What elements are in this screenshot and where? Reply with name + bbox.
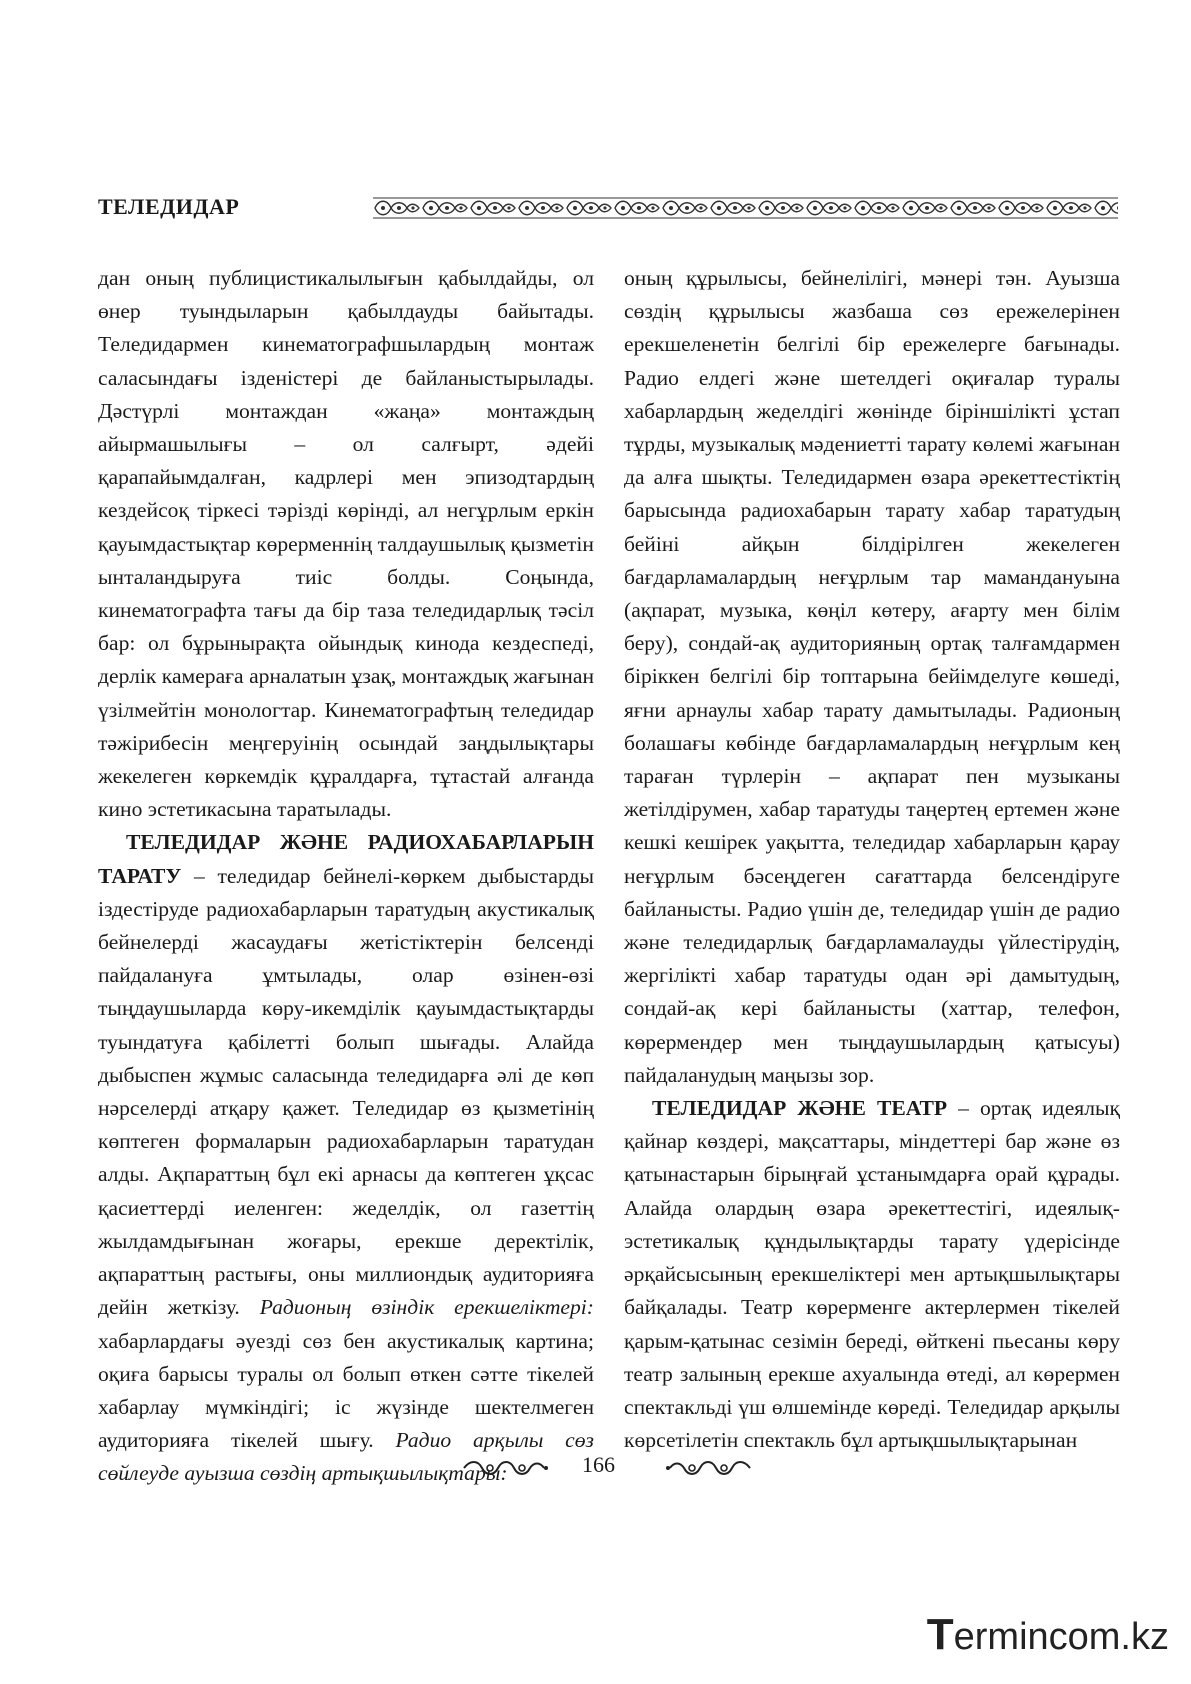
footer-ornament-right-icon bbox=[664, 1456, 754, 1480]
entry-term-radio: ТЕЛЕДИДАР ЖӘНЕ РАДИОХАБАРЛАРЫН ТАРАТУ bbox=[98, 830, 594, 888]
site-watermark bbox=[927, 1610, 1169, 1660]
italic-radio-features: Радионың өзіндік ерекшеліктері: bbox=[259, 1295, 594, 1320]
italic-radio-speech: Радио арқылы сөз сөйлеуде ауызша сөздің артықшылықтары: bbox=[98, 1428, 594, 1486]
watermark-initial: T bbox=[926, 1610, 954, 1659]
left-paragraph-2 bbox=[98, 826, 594, 1490]
page-number: 166 bbox=[582, 1452, 615, 1477]
page-footer bbox=[0, 1450, 1191, 1490]
entry-text-theatre: – ортақ идеялық қайнар көздері, мақсаттары, міндеттері бар және өз қатынастарын бірыңғай ұстанымдарға орай құрады. Алайда олардың өзара әрекеттестігі, идеялық-эстетикалық құндылықтарды тарату үдерісінде әрқайсысының ерекшеліктері мен артықшылықтары байқалады. Театр көрерменге актерлермен тікелей қарым-қатынас сезімін береді, өйткені пьесаны көру театр залының ерекше ахуалында өтеді, ал көрермен спектакльді үш өлшемінде көреді. Теледидар арқылы көрсетілетін спектакль бұл артықшылықтарынан bbox=[624, 1096, 1120, 1453]
right-paragraph-1: оның құрылысы, бейнелілігі, мәнері тән. Ауызша сөздің құрылысы жазбаша сөз ережелерінен ерекшеленетін белгілі бір ережелерге бағынады. Радио елдегі және шетелдегі оқиғалар туралы хабарлардың жеделдігі жөнінде біріншілікті ұстап тұрды, музыкалық мәдениетті тарату көлемі жағынан да алға шықты. Теледидармен өзара әрекеттестіктің барысында радиохабарын тарату хабар таратудың бейіні айқын білдірілген жекелеген бағдарламалардың неғұрлым тар мамандануына (ақпарат, музыка, көңіл көтеру, ағарту мен білім беру), сондай-ақ аудиторияның ортақ талғамдармен біріккен белгілі бір топтарына бейімделуге көшеді, яғни арнаулы хабар тарату дамытылады. Радионың болашағы көбінде бағдарламалардың неғұрлым кең тараған түрлерін – ақпарат пен музыканы жетілдірумен, хабар таратуды таңертең ертемен және кешкі кешірек уақытта, теледидар хабарларын қарау неғұрлым бәсеңдеген сағаттарда белсендіруге байланысты. Радио үшін де, теледидар үшін де радио және теледидарлық бағдарламалауды үйлестірудің, жергілікті хабар таратуды одан әрі дамытудың, сондай-ақ кері байланысты (хаттар, телефон, көрермендер мен тыңдаушылардың қатысуы) пайдаланудың маңызы зор. bbox=[624, 266, 1120, 1087]
running-head: ТЕЛЕДИДАР bbox=[98, 194, 240, 219]
watermark-text: ermincom.kz bbox=[953, 1616, 1169, 1658]
left-paragraph-1: дан оның публицистикалылығын қабылдайды, ол өнер туындыларын қабылдауды байытады. Теледидармен кинематографшылардың монтаж саласындағы ізденістері де байланыстырылады. Дәстүрлі монтаждан «жаңа» монтаждың айырмашылығы – ол салғырт, әдейі қарапайымдалған, кадрлері мен эпизодтардың кездейсоқ тіркесі тәрізді көрінді, ал негұрлым еркін қауымдастықтар көрерменнің талдаушылық қызметін ынталандыруға тиіс болды. Соңында, кинематографта тағы да бір таза теледидарлық тәсіл бар: ол бұрынырақта ойындық кинода кездеспеді, дерлік камераға арналатын ұзақ, монтаждық жағынан үзілмейтін монологтар. Кинематографтың теледидар тәжірибесін меңгеруінің осындай заңдылықтары жекелеген көркемдік құралдарға, тұтастай алғанда кино эстетикасына таратылады. bbox=[98, 266, 594, 822]
right-column bbox=[624, 262, 1120, 1457]
entry-text-radio-1: – теледидар бейнелі-көркем дыбыстарды іздестіруде радиохабарларын таратудың акустикалық бейнелерді жасаудағы жетістіктерін белсенді пайдалануға ұмтылады, олар өзінен-өзі тыңдаушыларда көру-икемділік қауымдастықтарды туындатуға қабілетті болып шығады. Алайда дыбыспен жұмыс саласында теледидарға әлі де көп нәрселерді атқару қажет. Теледидар өз қызметінің көптеген формаларын радиохабарларын таратудан алды. Ақпараттың бұл екі арнасы да көптеген ұқсас қасиеттерді иеленген: жеделдік, ол газеттің жылдамдығынан жоғары, ерекше деректілік, ақпараттың растығы, оны миллиондық аудиторияға дейін жеткізу. bbox=[98, 863, 594, 1320]
left-column bbox=[98, 262, 594, 1491]
ornament-band-icon bbox=[373, 196, 1118, 220]
footer-ornament-left-icon bbox=[460, 1456, 550, 1480]
entry-term-theatre: ТЕЛЕДИДАР ЖӘНЕ ТЕАТР bbox=[652, 1096, 948, 1121]
page-header bbox=[98, 190, 1118, 230]
entry-text-radio-2: хабарлардағы әуезді сөз бен акустикалық картина; оқиға барысы туралы ол болып өткен сәтте тікелей хабарлау мүмкіндігі; іс жүзінде шектелмеген аудиторияға тікелей шығу. bbox=[98, 1328, 594, 1453]
right-paragraph-2 bbox=[624, 1092, 1120, 1457]
